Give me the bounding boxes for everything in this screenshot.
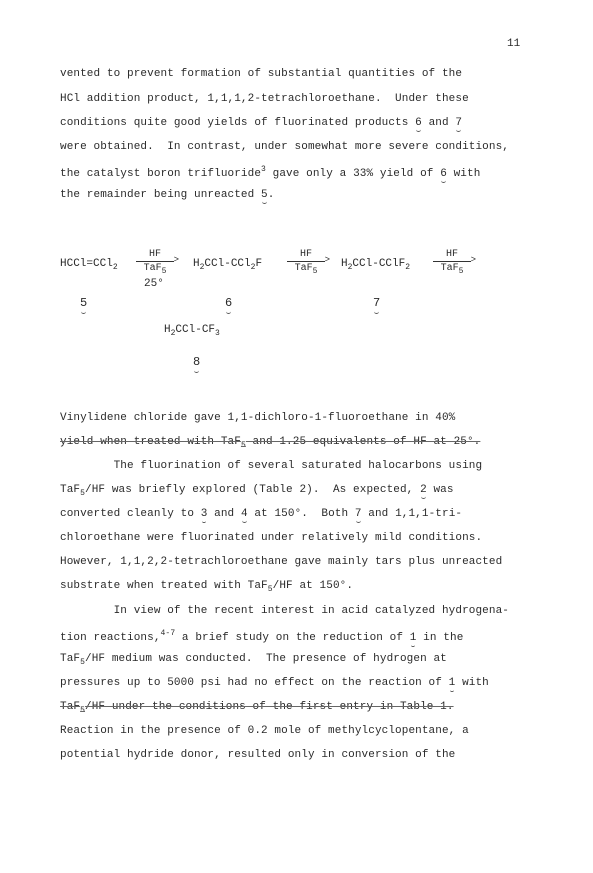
text-line: tion reactions,$^{4-7}$ a brief study on the reduction of 1 in the: [60, 629, 464, 644]
text-line: conditions quite good yields of fluorinated products 6 and 7: [60, 117, 463, 129]
text-line: The fluorination of several saturated halocarbons using: [60, 460, 483, 472]
text-line: TaF$_5$/HF under the conditions of the first entry in Table 1.: [60, 701, 454, 715]
compound-ref: 7: [455, 117, 463, 129]
text-line: pressures up to 5000 psi had no effect on the reaction of 1 with: [60, 677, 489, 689]
text-line: However, 1,1,2,2-tetrachloroethane gave mainly tars plus unreacted: [60, 556, 503, 568]
text-line: Reaction in the presence of 0.2 mole of methylcyclopentane, a: [60, 725, 469, 737]
text-line: converted cleanly to 3 and 4 at 150°. Both 7 and 1,1,1-tri-: [60, 508, 463, 520]
page-number: 11: [507, 38, 521, 50]
text-line: chloroethane were fluorinated under relatively mild conditions.: [60, 532, 483, 544]
text-line: the remainder being unreacted 5.: [60, 189, 275, 201]
reference-superscript: 3: [261, 165, 266, 174]
reaction-arrow-2: HF > TaF$_5$: [287, 249, 325, 277]
reaction-temperature: 25°: [144, 278, 164, 290]
compound-label-5: 5: [80, 296, 88, 310]
reaction-arrow-1: HF > TaF$_5$: [136, 249, 174, 277]
compound-ref: 3: [200, 508, 208, 520]
scheme-product-1: $H_2CCl-CCl_2F$: [193, 258, 263, 272]
text-line: the catalyst boron trifluoride$^3$ gave only a 33% yield of 6 with: [60, 165, 481, 180]
compound-ref: 1: [409, 632, 417, 644]
compound-label-8: 8: [193, 355, 201, 369]
scheme-product-3: $H_2CCl-CF_3$: [164, 324, 220, 338]
scheme-reactant: HCCl=CCl$_2$: [60, 258, 118, 272]
text-line: were obtained. In contrast, under somewhat more severe conditions,: [60, 141, 509, 153]
reference-superscript: 4-7: [160, 629, 176, 638]
reaction-arrow-3: HF > TaF$_5$: [433, 249, 471, 277]
text-line: TaF$_5$/HF was briefly explored (Table 2). As expected, 2 was: [60, 484, 454, 498]
compound-ref: 5: [261, 189, 268, 201]
text-line: vented to prevent formation of substantial quantities of the: [60, 68, 463, 80]
text-line: TaF$_5$/HF medium was conducted. The presence of hydrogen at: [60, 653, 447, 667]
compound-ref: 6: [440, 168, 447, 180]
compound-ref: 7: [354, 508, 362, 520]
text-line: yield when treated with TaF$_5$ and 1.25 equivalents of HF at 25°.: [60, 436, 481, 450]
compound-ref: 1: [448, 677, 456, 689]
compound-ref: 4: [240, 508, 248, 520]
compound-ref: 2: [420, 484, 427, 496]
compound-label-7: 7: [373, 296, 381, 310]
text-line: potential hydride donor, resulted only in conversion of the: [60, 749, 456, 761]
text-line: HCl addition product, 1,1,1,2-tetrachloroethane. Under these: [60, 93, 469, 105]
compound-ref: 6: [415, 117, 422, 129]
text-line: substrate when treated with TaF$_5$/HF at 150°.: [60, 580, 354, 594]
compound-label-6: 6: [225, 296, 233, 310]
scheme-product-2: $H_2CCl-CClF_2$: [341, 258, 411, 272]
text-line: In view of the recent interest in acid catalyzed hydrogena-: [60, 605, 509, 617]
text-line: Vinylidene chloride gave 1,1-dichloro-1-fluoroethane in 40%: [60, 412, 456, 424]
